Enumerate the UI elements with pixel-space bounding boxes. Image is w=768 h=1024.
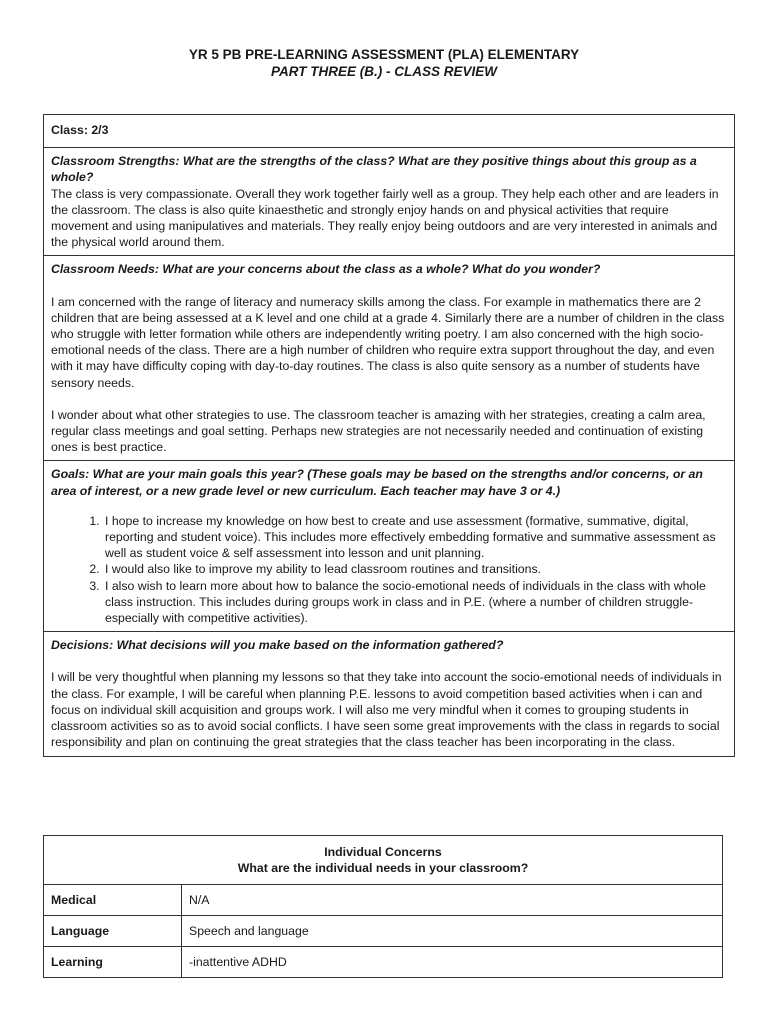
table-row — [44, 947, 723, 978]
row-label: Medical — [44, 885, 182, 916]
goal-item: 2. I would also like to improve my ability to lead classroom routines and transitions. — [103, 561, 727, 577]
class-label: Class: 2/3 — [51, 123, 109, 137]
goal-item: 3. I also wish to learn more about how to balance the socio-emotional needs of individuals in the class with whole class instruction. This includes during groups work in class and in P.E. (where a number of children struggle-especially with competitive activities). — [103, 578, 727, 627]
goals-section — [44, 460, 734, 631]
document-header — [0, 46, 768, 80]
table-row — [44, 916, 723, 947]
table-row — [44, 885, 723, 916]
individual-concerns-table — [43, 835, 723, 978]
goals-question: Goals: What are your main goals this year? (These goals may be based on the strengths and/or concerns, or an area of interest, or a new grade level or new curriculum. Each teacher may have 3 or 4.) — [51, 467, 703, 498]
individual-concerns-header — [44, 836, 723, 885]
row-value: Speech and language — [182, 916, 723, 947]
decisions-section — [44, 631, 734, 755]
class-review-table — [43, 114, 735, 757]
individual-concerns-subheading: What are the individual needs in your classroom? — [237, 861, 529, 875]
strengths-question: Classroom Strengths: What are the strengths of the class? What are they positive things about this group as a whole? — [51, 154, 697, 185]
needs-paragraph-1: I am concerned with the range of literacy and numeracy skills among the class. For example in mathematics there are 2 children that are being assessed at a K level and one child at a grade 4. Similarly there are a number of children in the class who struggle with letter formation while others are independently writing poetry. I am also concerned with the high socio-emotional needs of the class. There are a high number of children who require extra support throughout the day, and even with it may have difficulty coping with day-to-day routines. The class is also quite sensory as a number of students have sensory needs. — [51, 294, 725, 390]
goals-list — [51, 513, 727, 626]
individual-concerns-heading: Individual Concerns — [324, 845, 442, 859]
strengths-answer: The class is very compassionate. Overall they work together fairly well as a group. They help each other and are leaders in the classroom. The class is also quite kinaesthetic and strongly enjoy hands on and physical activities that require movement and using manipulatives and materials. They really enjoy being outdoors and are very interested in animals and the physical world around them. — [51, 186, 719, 250]
needs-question: Classroom Needs: What are your concerns about the class as a whole? What do you wonder? — [51, 262, 601, 277]
row-value: -inattentive ADHD — [182, 947, 723, 978]
document-title: YR 5 PB PRE-LEARNING ASSESSMENT (PLA) ELEMENTARY — [188, 47, 580, 62]
row-label: Language — [44, 916, 182, 947]
row-value: N/A — [182, 885, 723, 916]
needs-section — [44, 255, 734, 460]
strengths-section — [44, 147, 734, 255]
needs-paragraph-2: I wonder about what other strategies to use. The classroom teacher is amazing with her strategies, creating a calm area, regular class meetings and goal setting. Perhaps new strategies are not necessarily needed and continuation of existing ones is best practice. — [51, 407, 706, 455]
row-label: Learning — [44, 947, 182, 978]
document-subtitle: PART THREE (B.) - CLASS REVIEW — [270, 64, 497, 79]
decisions-answer: I will be very thoughtful when planning my lessons so that they take into account the socio-emotional needs of individuals in the class. For example, I will be careful when planning P.E. lessons to avoid competition based activities when i can and focus on individual skill acquisition and groups work. I will also me very mindful when it comes to grouping students in classroom activities so as to avoid social conflicts. I have seen some great improvements with the class in regards to social responsibility and plan on continuing the great strategies that the class teacher has been incorporating in the class. — [51, 670, 722, 750]
goal-item: 1. I hope to increase my knowledge on how best to create and use assessment (formative, summative, digital, reporting and student voice). This includes more effectively embedding formative and summative assessment as well as student voice & self assessment into lesson and unit planning. — [103, 513, 727, 562]
decisions-question: Decisions: What decisions will you make based on the information gathered? — [51, 638, 504, 653]
